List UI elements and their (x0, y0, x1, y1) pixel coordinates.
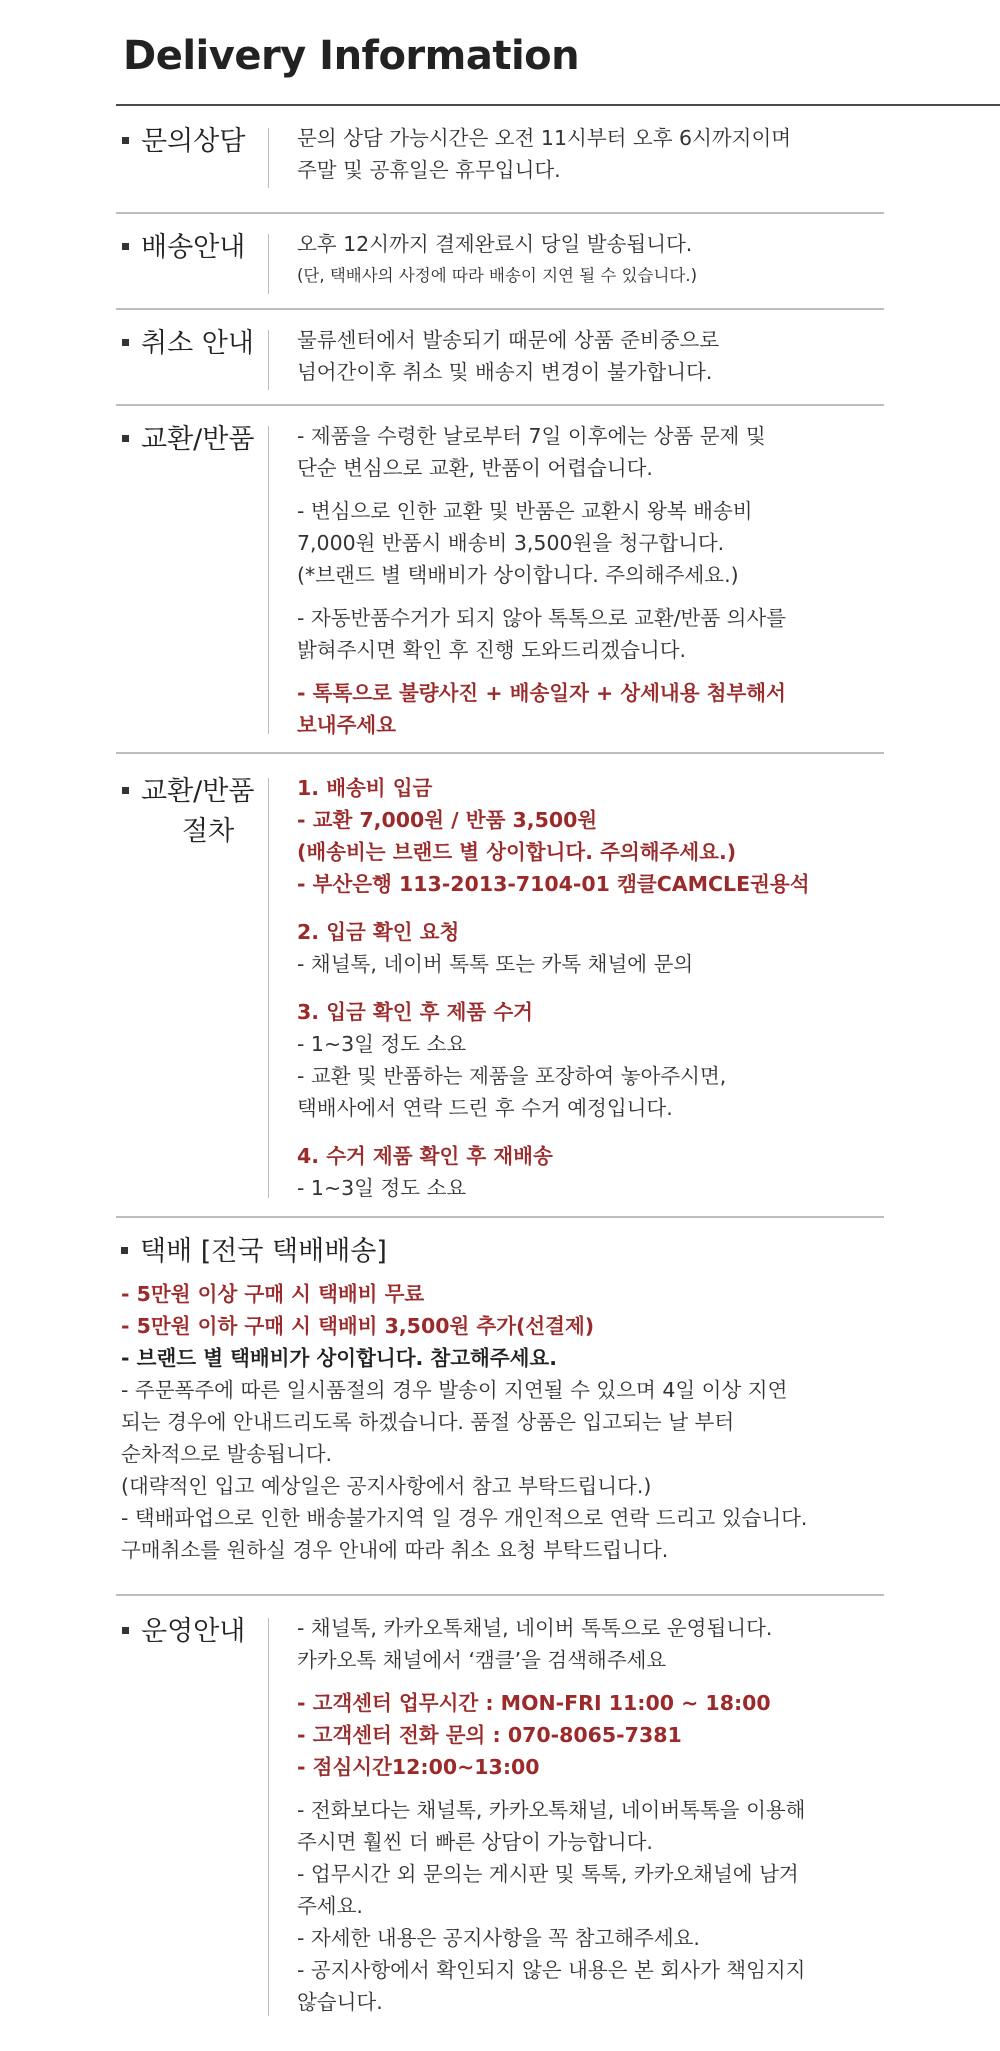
step-title: 3. 입금 확인 후 제품 수거 (297, 1000, 533, 1024)
text-line: 물류센터에서 발송되기 때문에 상품 준비중으로 (297, 328, 720, 352)
inquiry-content (297, 122, 897, 186)
column-divider (268, 330, 269, 390)
text-line: (*브랜드 별 택배비가 상이합니다. 주의해주세요.) (297, 563, 739, 587)
text-line: 단순 변심으로 교환, 반품이 어렵습니다. (297, 456, 653, 480)
highlight-line: - 톡톡으로 불량사진 + 배송일자 + 상세내용 첨부해서 (297, 681, 786, 705)
courier-label: 택배 [전국 택배배송] (121, 1232, 881, 1272)
procedure-section (116, 772, 884, 1204)
square-bullet-icon (122, 137, 129, 144)
lunch-time: - 점심시간12:00~13:00 (297, 1755, 540, 1779)
shipping-label: 배송안내 (116, 228, 272, 268)
section-divider (116, 1594, 884, 1596)
text-line: 택배사에서 연락 드린 후 수거 예정입니다. (297, 1096, 673, 1120)
courier-section (121, 1232, 881, 1566)
operation-content (297, 1612, 897, 2018)
section-divider (116, 308, 884, 310)
square-bullet-icon (122, 243, 129, 250)
text-line: - 채널톡, 네이버 톡톡 또는 카톡 채널에 문의 (297, 952, 694, 976)
text-line: 구매취소를 원하실 경우 안내에 따라 취소 요청 부탁드립니다. (121, 1538, 669, 1562)
step-title: 4. 수거 제품 확인 후 재배송 (297, 1144, 553, 1168)
square-bullet-icon (122, 339, 129, 346)
cancel-label: 취소 안내 (116, 324, 272, 364)
highlight-line: 보내주세요 (297, 713, 397, 737)
title-divider (116, 104, 1000, 106)
bank-account: - 부산은행 113-2013-7104-01 캠클CAMCLE권용석 (297, 872, 810, 896)
text-line: 주세요. (297, 1894, 363, 1918)
highlight-line: - 5만원 이하 구매 시 택배비 3,500원 추가(선결제) (121, 1314, 595, 1338)
text-line: 순차적으로 발송됩니다. (121, 1442, 333, 1466)
column-divider (268, 778, 269, 1198)
exchange-section (116, 420, 884, 740)
text-line: - 공지사항에서 확인되지 않은 내용은 본 회사가 책임지지 (297, 1958, 806, 1982)
shipping-section (116, 228, 884, 300)
section-divider (116, 212, 884, 214)
column-divider (268, 1618, 269, 2016)
text-line: - 채널톡, 카카오톡채널, 네이버 톡톡으로 운영됩니다. (297, 1616, 773, 1640)
column-divider (268, 234, 269, 294)
text-line: - 업무시간 외 문의는 게시판 및 톡톡, 카카오채널에 남겨 (297, 1862, 799, 1886)
column-divider (268, 128, 269, 188)
square-bullet-icon (122, 787, 129, 794)
text-line: 카카오톡 채널에서 ‘캠클’을 검색해주세요 (297, 1648, 667, 1672)
phone-number: - 고객센터 전화 문의 : 070-8065-7381 (297, 1723, 682, 1747)
procedure-content (297, 772, 897, 1204)
cancel-section (116, 324, 884, 396)
text-line: - 1~3일 정도 소요 (297, 1176, 467, 1200)
procedure-label-line2: 절차 (182, 816, 235, 847)
section-divider (116, 1216, 884, 1218)
text-line: 밝혀주시면 확인 후 진행 도와드리겠습니다. (297, 638, 687, 662)
text-line: - 교환 및 반품하는 제품을 포장하여 놓아주시면, (297, 1064, 727, 1088)
inquiry-section (116, 122, 884, 194)
section-divider (116, 752, 884, 754)
exchange-label: 교환/반품 (116, 420, 272, 460)
highlight-line: - 5만원 이상 구매 시 택배비 무료 (121, 1282, 425, 1306)
highlight-line: - 교환 7,000원 / 반품 3,500원 (297, 808, 598, 832)
text-line: - 주문폭주에 따른 일시품절의 경우 발송이 지연될 수 있으며 4일 이상 지연 (121, 1378, 788, 1402)
exchange-content (297, 420, 897, 741)
square-bullet-icon (121, 1247, 128, 1254)
text-line: 되는 경우에 안내드리도록 하겠습니다. 품절 상품은 입고되는 날 부터 (121, 1410, 735, 1434)
text-line: 주시면 훨씬 더 빠른 상담이 가능합니다. (297, 1830, 653, 1854)
text-line: 문의 상담 가능시간은 오전 11시부터 오후 6시까지이며 (297, 126, 792, 150)
text-line: - 1~3일 정도 소요 (297, 1032, 467, 1056)
bold-line: - 브랜드 별 택배비가 상이합니다. 참고해주세요. (121, 1346, 558, 1370)
procedure-label: 교환/반품 절차 (116, 772, 272, 852)
column-divider (268, 426, 269, 734)
text-line: - 전화보다는 채널톡, 카카오톡채널, 네이버톡톡을 이용해 (297, 1798, 806, 1822)
section-divider (116, 404, 884, 406)
text-line: 않습니다. (297, 1990, 383, 2014)
cancel-content (297, 324, 897, 388)
step-title: 1. 배송비 입금 (297, 776, 433, 800)
text-line: 넘어간이후 취소 및 배송지 변경이 불가합니다. (297, 360, 713, 384)
text-line: - 택배파업으로 인한 배송불가지역 일 경우 개인적으로 연락 드리고 있습니다. (121, 1506, 808, 1530)
text-line: - 자세한 내용은 공지사항을 꼭 참고해주세요. (297, 1926, 700, 1950)
text-line: 주말 및 공휴일은 휴무입니다. (297, 158, 561, 182)
text-line: - 제품을 수령한 날로부터 7일 이후에는 상품 문제 및 (297, 424, 766, 448)
text-line: (대략적인 입고 예상일은 공지사항에서 참고 부탁드립니다.) (121, 1474, 652, 1498)
text-line: - 변심으로 인한 교환 및 반품은 교환시 왕복 배송비 (297, 499, 753, 523)
square-bullet-icon (122, 1627, 129, 1634)
shipping-note: (단, 택배사의 사정에 따라 배송이 지연 될 수 있습니다.) (297, 266, 698, 285)
step-title: 2. 입금 확인 요청 (297, 920, 460, 944)
inquiry-label: 문의상담 (116, 122, 272, 162)
operation-section (116, 1612, 884, 2022)
text-line: 오후 12시까지 결제완료시 당일 발송됩니다. (297, 232, 693, 256)
page-title: Delivery Information (123, 33, 580, 79)
shipping-content (297, 228, 897, 292)
text-line: 7,000원 반품시 배송비 3,500원을 청구합니다. (297, 531, 725, 555)
square-bullet-icon (122, 435, 129, 442)
business-hours: - 고객센터 업무시간 : MON-FRI 11:00 ~ 18:00 (297, 1691, 771, 1715)
operation-label: 운영안내 (116, 1612, 272, 1652)
text-line: - 자동반품수거가 되지 않아 톡톡으로 교환/반품 의사를 (297, 606, 787, 630)
highlight-line: (배송비는 브랜드 별 상이합니다. 주의해주세요.) (297, 840, 737, 864)
